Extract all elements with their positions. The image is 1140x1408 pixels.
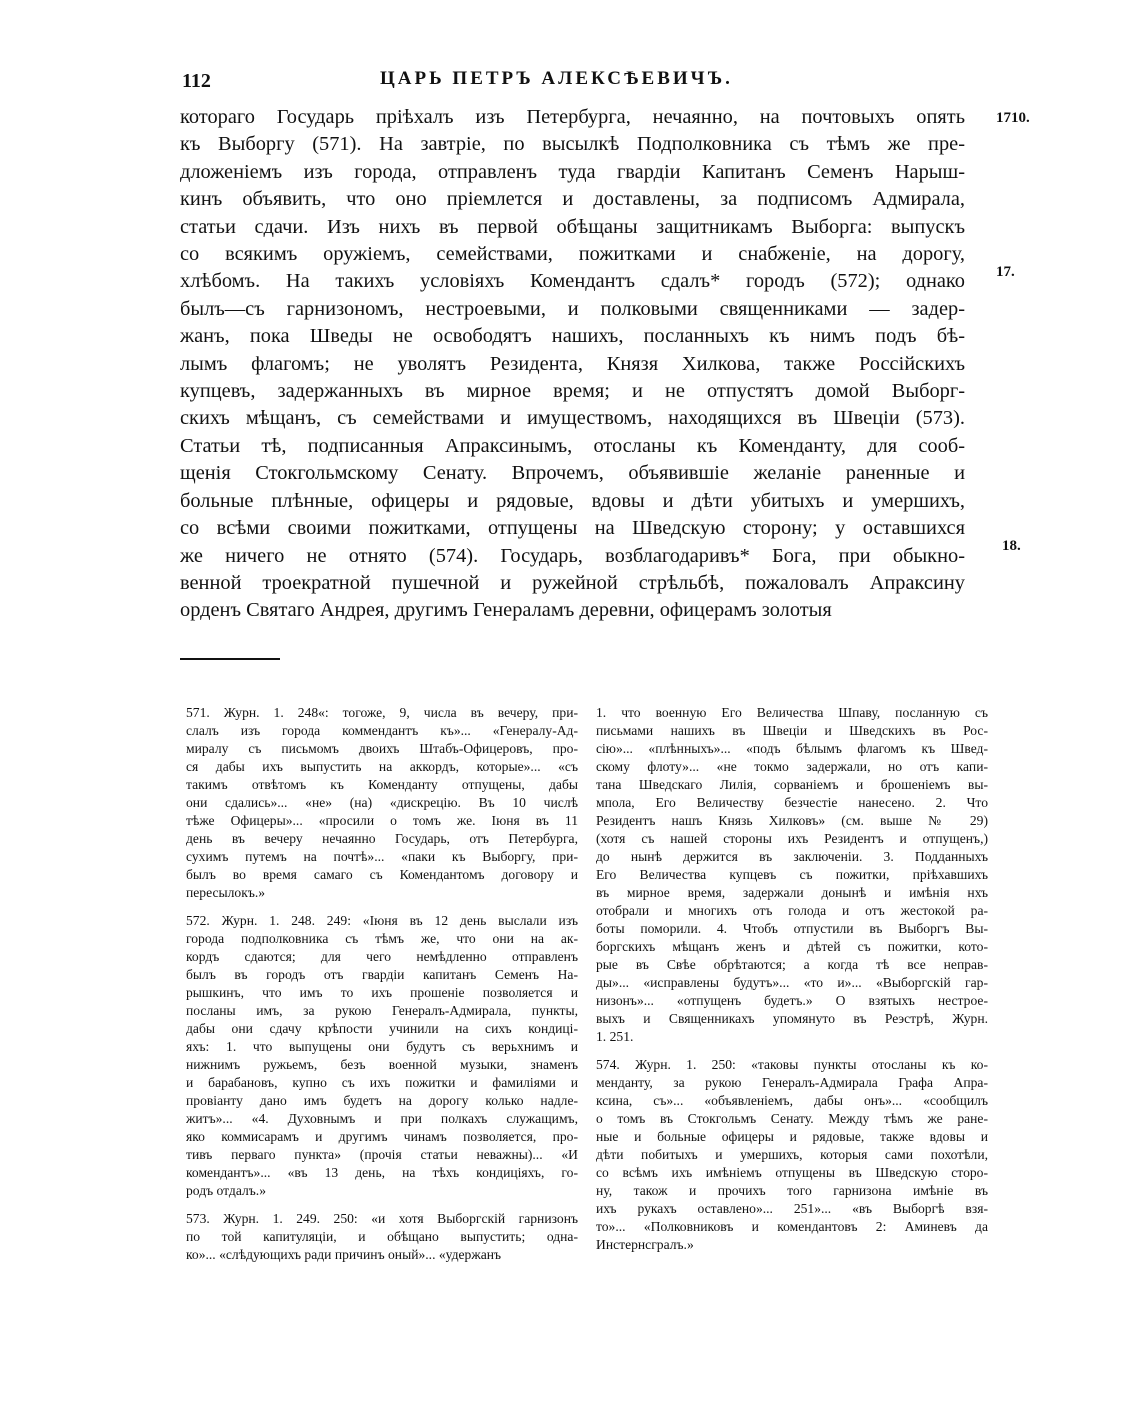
- footnote-line: рые въ Свѣе обрѣтаются; а когда тѣ все неправ-: [596, 957, 988, 972]
- footnote-line: они сдались»... «не» (на) «дискрецію. Въ 10 числѣ: [186, 795, 578, 810]
- main-text-line: же ничего не отнято (574). Государь, возблагодаривъ* Бога, при обыкно-: [180, 544, 965, 567]
- footnote-line: сухимъ путемъ на почтѣ»... «паки къ Выборгу, при-: [186, 849, 578, 864]
- footnote-gap: [186, 1200, 578, 1210]
- footnote: [596, 1056, 988, 1254]
- footnote-line: мпола, Его Величеству безчестіе нанесено. 2. Что: [596, 795, 988, 810]
- footnote-line: дѣти побитыхъ и умершихъ, которыя сами похотѣли,: [596, 1147, 988, 1162]
- footnote-line: 1. 251.: [596, 1029, 634, 1044]
- footnote-line: былъ въ городъ отъ гвардіи капитанъ Семенъ На-: [186, 967, 578, 982]
- footnote-line: провіанту дано имъ будетъ на дорогу колько надле-: [186, 1093, 578, 1108]
- footnote-line: сію»... «плѣнныхъ»... «подъ бѣлымъ флагомъ къ Швед-: [596, 741, 988, 756]
- main-text-line: скихъ мѣщанъ, съ семействами и имуществомъ, находящихся въ Швеціи (573).: [180, 407, 965, 430]
- footnote-line: (хотя съ нашей стороны ихъ Резидентъ и отпущенъ,): [596, 831, 988, 846]
- footnote-line: ные и больные офицеры и рядовые, также вдовы и: [596, 1129, 988, 1144]
- footnote-line: ихъ рукахъ оставлено»... 251»... «въ Выборгѣ взя-: [596, 1201, 988, 1216]
- footnote-line: родъ отдалъ.»: [186, 1183, 267, 1198]
- footnote-line: слалъ изъ города коммендантъ къ»... «Генералу-Ад-: [186, 723, 578, 738]
- footnote-line: Резидентъ нашъ Князь Хилковъ» (см. выше № 29): [596, 813, 988, 828]
- footnote-line: Его Величества купцевъ съ пожитки, пріѣхавшихъ: [596, 867, 988, 882]
- main-text-line: котораго Государь пріѣхалъ изъ Петербурга, нечаянно, на почтовыхъ опять: [180, 106, 965, 128]
- footnote-line: кордъ сдаются; для чего немѣдленно отправленъ: [186, 949, 578, 964]
- main-text-line: венной троекратной пушечной и ружейной стрѣльбѣ, пожаловалъ Апраксину: [180, 571, 965, 594]
- footnote-line: то»... «Полковниковъ и комендантовъ 2: Аминевъ да: [596, 1219, 988, 1234]
- footnote: [186, 912, 578, 1200]
- footnote-line: яко коммисарамъ и другимъ чинамъ позволяется, про-: [186, 1129, 578, 1144]
- running-title: ЦАРЬ ПЕТРЪ АЛЕКСѢЕВИЧЪ.: [380, 68, 733, 89]
- footnote-gap: [596, 1046, 988, 1056]
- main-text-line: Статьи тѣ, подписанныя Апраксинымъ, отосланы къ Коменданту, для сооб-: [180, 434, 965, 457]
- main-text: [180, 104, 965, 625]
- main-text-line: больные плѣнные, офицеры и рядовые, вдовы и дѣти убитыхъ и умершихъ,: [180, 489, 965, 512]
- footnote-line: до нынѣ держится въ заключеніи. 3. Подданныхъ: [596, 849, 988, 864]
- footnote-line: города подполковника съ тѣмъ же, что они на ак-: [186, 931, 578, 946]
- footnote-line: нижнимъ ружьемъ, безъ военной музыки, знаменъ: [186, 1057, 578, 1072]
- footnote-line: ко»... «слѣдующихъ ради причинъ оный»... «удержанъ: [186, 1247, 502, 1262]
- footnote-line: 574. Журн. 1. 250: «таковы пункты отосланы къ ко-: [596, 1057, 988, 1072]
- footnote-gap: [186, 902, 578, 912]
- main-text-line: хлѣбомъ. На такихъ условіяхъ Комендантъ сдалъ* городъ (572); однако: [180, 270, 965, 293]
- main-text-line: купцевъ, задержанныхъ въ мирное время; и не отпустятъ домой Выборг-: [180, 380, 965, 403]
- main-text-line: статьи сдачи. Изъ нихъ въ первой обѣщаны защитникамъ Выборга: выпускъ: [180, 215, 965, 238]
- main-text-line: дложеніемъ изъ города, отправленъ туда гвардіи Капитанъ Семенъ Нарыш-: [180, 160, 965, 183]
- footnote-line: тивъ перваго пункта» (прочія статьи неважны)... «И: [186, 1147, 578, 1162]
- footnotes-right-column: [596, 704, 988, 1254]
- footnote-line: 572. Журн. 1. 248. 249: «Іюня въ 12 день выслали изъ: [186, 913, 578, 928]
- main-text-line: жанъ, пока Шведы не освободятъ нашихъ, посланныхъ къ нимъ подъ бѣ-: [180, 325, 965, 348]
- footnote-line: дабы они сдачу крѣпости учинили на сихъ кондиці-: [186, 1021, 578, 1036]
- footnote-line: тѣже Офицеры»... «просили о томъ же. Іюня въ 11: [186, 813, 578, 828]
- footnote-line: менданту, за рукою Генералъ-Адмирала Графа Апра-: [596, 1075, 988, 1090]
- footnote-line: пересылокъ.»: [186, 885, 266, 900]
- footnote: [186, 1210, 578, 1264]
- footnote-line: ксина, съ»... «объявленіемъ, дабы онъ»... «сообщилъ: [596, 1093, 988, 1108]
- footnote-line: ды»... «исправлены будутъ»... «то и»... «Выборгскій гар-: [596, 975, 988, 990]
- footnote-line: письмами нашихъ въ Швеціи и Шведскихъ въ Рос-: [596, 723, 988, 738]
- footnote-line: ну, також и прочихъ того гарнизона имѣніе въ: [596, 1183, 988, 1198]
- footnote-line: низонъ»... «отпущенъ будетъ.» О взятыхъ нестрое-: [596, 993, 988, 1008]
- footnote-line: такимъ отвѣтомъ къ Коменданту отпущены, дабы: [186, 777, 578, 792]
- footnote: [596, 704, 988, 1046]
- main-text-line: со всякимъ оружіемъ, семействами, пожитками и снабженіе, на дорогу,: [180, 243, 965, 266]
- footnote-line: по той капитуляціи, и обѣщано выпустить; одна-: [186, 1229, 578, 1244]
- margin-note-year: 1710.: [996, 110, 1030, 126]
- footnote-line: былъ во время самаго съ Комендантомъ договору и: [186, 867, 578, 882]
- footnote-line: рышкинъ, что имъ то ихъ прошеніе позволяется и: [186, 985, 578, 1000]
- footnote-line: Инстернсгралъ.»: [596, 1237, 694, 1252]
- main-text-line: кинъ объявить, что оно пріемлется и доставлены, за подписомъ Адмирала,: [180, 188, 965, 211]
- footnote-line: житъ»... «4. Духовнымъ и при полкахъ служащимъ,: [186, 1111, 578, 1126]
- footnote-line: день въ вечеру нечаянно Государь, отъ Петербурга,: [186, 831, 578, 846]
- page-number: 112: [182, 70, 211, 92]
- main-text-line: къ Выборгу (571). На завтріе, по высылкѣ Подполковника съ тѣмъ же пре-: [180, 133, 965, 156]
- footnote-line: скому флоту»... «не токмо задержали, но отъ капи-: [596, 759, 988, 774]
- footnote-line: 1. что военную Его Величества Шпаву, посланную съ: [596, 705, 988, 720]
- footnote-line: со всѣмъ ихъ имѣніемъ отпущены въ Шведскую сторо-: [596, 1165, 988, 1180]
- footnote-line: комендантъ»... «въ 13 день, на тѣхъ кондиціяхъ, го-: [186, 1165, 578, 1180]
- footnote-line: ся дабы ихъ выпустить на аккордъ, которые»... «съ: [186, 759, 578, 774]
- footnote-line: выхъ и Священникахъ упомянуто въ Реэстрѣ, Журн.: [596, 1011, 988, 1026]
- footnote-line: 573. Журн. 1. 249. 250: «и хотя Выборгскій гарнизонъ: [186, 1211, 578, 1226]
- footnote-line: боты поморили. 4. Чтобъ отпустили въ Выборгъ Вы-: [596, 921, 988, 936]
- main-text-line: со всѣми своими пожитками, отпущены на Шведскую сторону; у оставшихся: [180, 517, 965, 540]
- footnote-line: боргскихъ мѣщанъ женъ и дѣтей съ пожитки, кото-: [596, 939, 988, 954]
- main-text-line: орденъ Святаго Андрея, другимъ Генераламъ деревни, офицерамъ золотыя: [180, 599, 832, 622]
- margin-note-date-18: 18.: [1002, 538, 1021, 554]
- footnote-separator: [180, 658, 280, 660]
- footnote-line: о томъ въ Стокгольмъ Сенату. Между тѣмъ же ране-: [596, 1111, 988, 1126]
- footnote-line: миралу съ письмомъ двоихъ Штабъ-Офицеровъ, про-: [186, 741, 578, 756]
- footnote-line: и барабановъ, купно съ ихъ пожитки и фамиліями и: [186, 1075, 578, 1090]
- main-text-line: былъ—съ гарнизономъ, нестроевыми, и полковыми священниками — задер-: [180, 297, 965, 320]
- footnote-line: 571. Журн. 1. 248«: тогоже, 9, числа въ вечеру, при-: [186, 705, 578, 720]
- main-text-line: щенія Стокгольмскому Сенату. Впрочемъ, объявившіе желаніе раненные и: [180, 462, 965, 485]
- margin-note-date-17: 17.: [996, 264, 1015, 280]
- footnote-line: въ мирное время, задержали донынѣ и имѣнія нхъ: [596, 885, 988, 900]
- footnote-line: яхъ: 1. что выпущены они будутъ съ верьхнимъ и: [186, 1039, 578, 1054]
- footnotes-left-column: [186, 704, 578, 1264]
- footnote-line: посланы имъ, за рукою Генералъ-Адмирала, пункты,: [186, 1003, 578, 1018]
- main-text-line: лымъ флагомъ; не уволятъ Резидента, Князя Хилкова, также Россійскихъ: [180, 352, 965, 375]
- footnote-line: отобрали и многихъ отъ голода и отъ жестокой ра-: [596, 903, 988, 918]
- footnote-line: тана Шведскаго Лилія, сорваніемъ и брошеніемъ вы-: [596, 777, 988, 792]
- footnote: [186, 704, 578, 902]
